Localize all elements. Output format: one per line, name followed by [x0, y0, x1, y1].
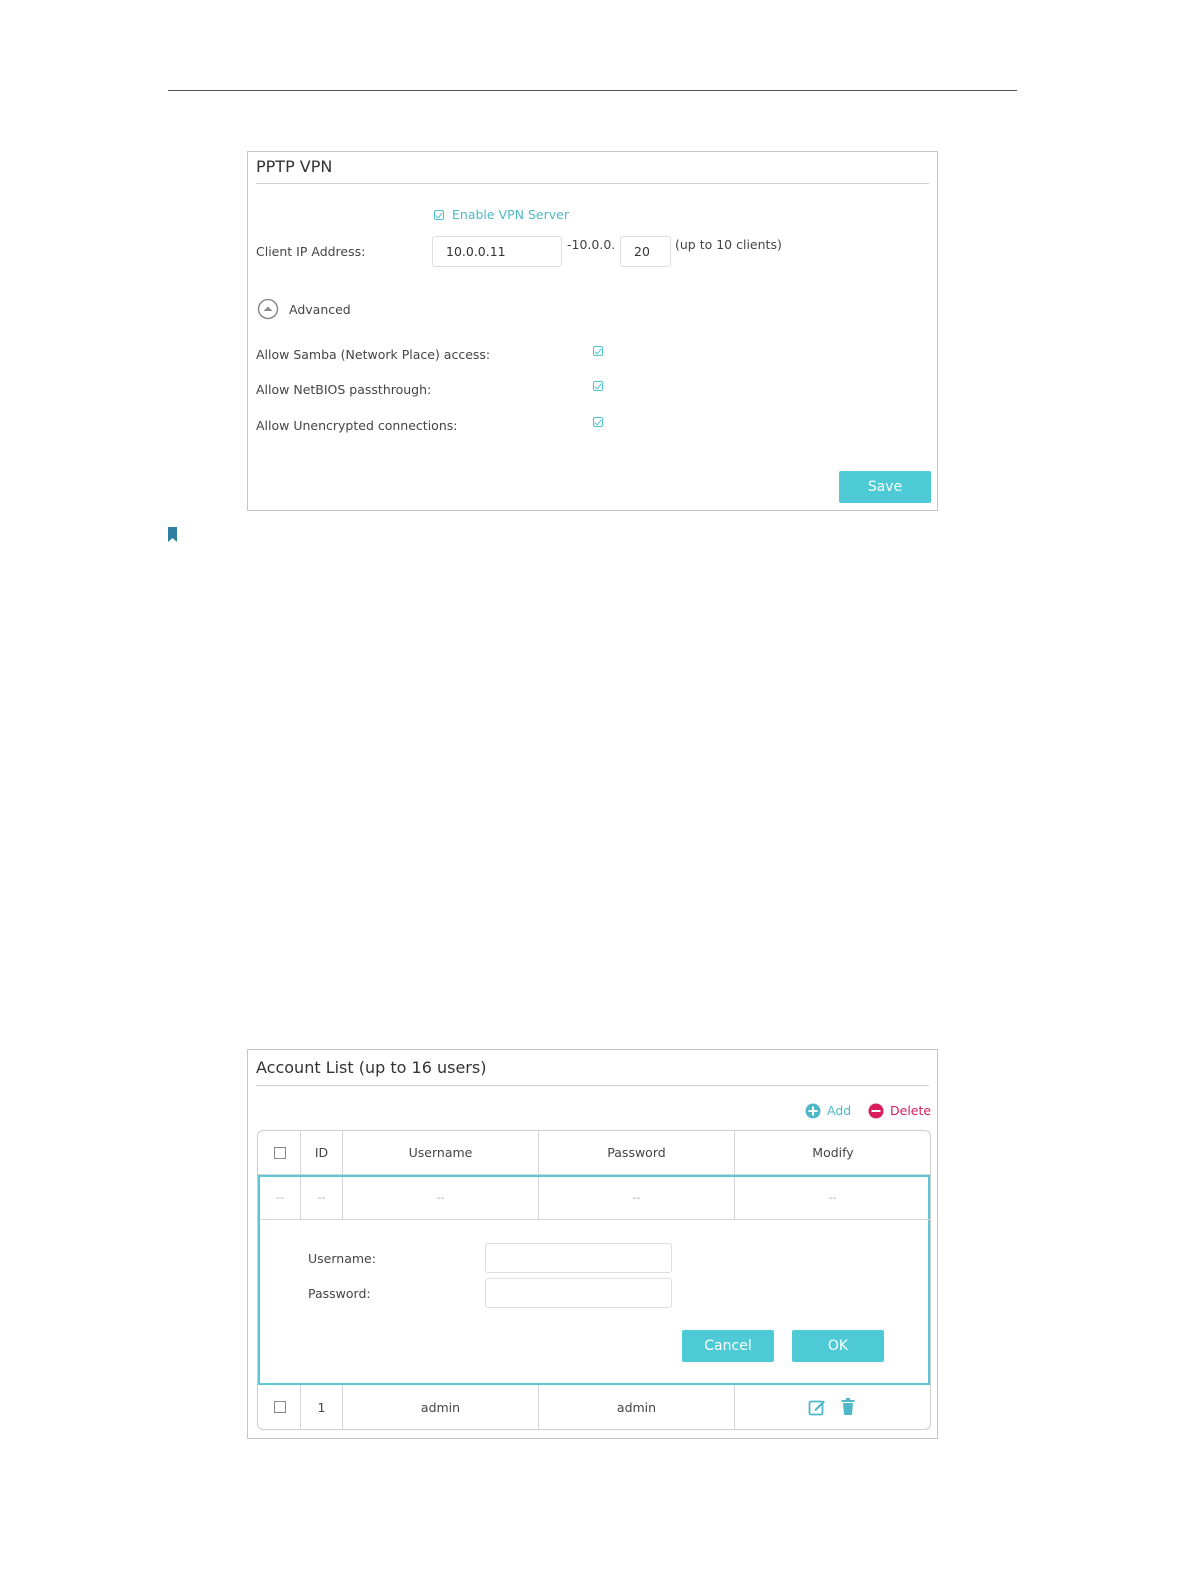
samba-access-label: Allow Samba (Network Place) access: — [256, 347, 491, 362]
delete-label: Delete — [890, 1103, 932, 1118]
netbios-passthrough-checkbox[interactable] — [593, 381, 603, 391]
client-ip-start-input[interactable]: 10.0.0.11 — [432, 236, 562, 267]
account-list-panel — [247, 1049, 938, 1439]
new-entry-editor — [258, 1175, 930, 1385]
range-note: (up to 10 clients) — [675, 237, 782, 252]
panel-title: PPTP VPN — [256, 157, 333, 176]
advanced-label: Advanced — [289, 302, 351, 317]
new-row-password: -- — [632, 1191, 641, 1204]
panel-title: Account List (up to 16 users) — [256, 1058, 487, 1077]
unencrypted-connections-checkbox[interactable] — [593, 417, 603, 427]
column-header-password: Password — [607, 1145, 666, 1160]
new-row-modify: -- — [828, 1191, 837, 1204]
account-table — [257, 1130, 931, 1430]
advanced-toggle[interactable] — [257, 298, 367, 320]
add-label: Add — [827, 1103, 852, 1118]
enable-vpn-label[interactable]: Enable VPN Server — [452, 207, 569, 222]
minus-circle-icon — [868, 1103, 884, 1119]
column-header-id: ID — [314, 1145, 329, 1160]
row-password: admin — [616, 1400, 657, 1415]
column-header-modify: Modify — [812, 1145, 854, 1160]
password-field-label: Password: — [308, 1286, 371, 1301]
new-row-username: -- — [436, 1191, 445, 1204]
client-ip-end-input[interactable]: 20 — [620, 236, 671, 267]
username-field[interactable] — [485, 1243, 672, 1273]
new-row-id: -- — [317, 1191, 326, 1204]
save-button[interactable]: Save — [839, 471, 931, 503]
pptp-vpn-panel — [247, 151, 938, 511]
row-checkbox[interactable] — [274, 1401, 286, 1413]
row-id: 1 — [317, 1400, 326, 1415]
unencrypted-connections-label: Allow Unencrypted connections: — [256, 418, 458, 433]
edit-icon[interactable] — [808, 1398, 826, 1416]
panel-divider — [256, 183, 929, 184]
add-button[interactable] — [805, 1102, 853, 1120]
trash-icon[interactable] — [841, 1398, 855, 1416]
enable-vpn-checkbox[interactable] — [434, 210, 444, 220]
ip-range-prefix: -10.0.0. — [567, 237, 616, 252]
new-row-check: -- — [276, 1191, 284, 1204]
chevron-up-circle-icon — [257, 298, 279, 320]
delete-button[interactable] — [868, 1102, 932, 1120]
client-ip-label: Client IP Address: — [256, 244, 366, 259]
netbios-passthrough-label: Allow NetBIOS passthrough: — [256, 382, 432, 397]
row-username: admin — [420, 1400, 461, 1415]
password-field[interactable] — [485, 1278, 672, 1308]
bookmark-icon — [168, 527, 178, 543]
select-all-checkbox[interactable] — [274, 1147, 286, 1159]
ok-button[interactable]: OK — [792, 1330, 884, 1362]
panel-divider — [256, 1085, 929, 1086]
page-header-rule — [168, 90, 1017, 91]
username-field-label: Username: — [308, 1251, 376, 1266]
cancel-button[interactable]: Cancel — [682, 1330, 774, 1362]
table-row — [258, 1385, 930, 1429]
plus-circle-icon — [805, 1103, 821, 1119]
column-header-username: Username — [408, 1145, 473, 1160]
samba-access-checkbox[interactable] — [593, 346, 603, 356]
